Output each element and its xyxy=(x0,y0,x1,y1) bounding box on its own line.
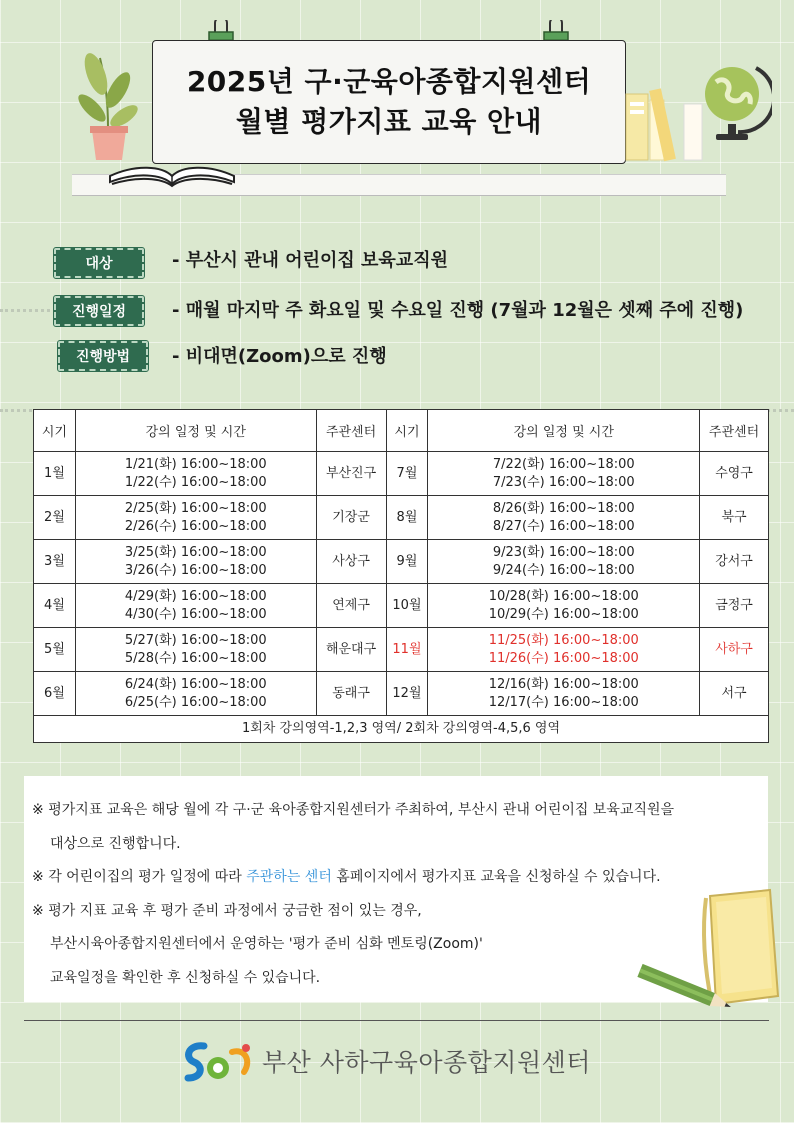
lecture-date: 6/24(화) 16:00~18:00 xyxy=(124,676,267,692)
col-header-center: 주관센터 xyxy=(700,410,769,452)
pencil-icon xyxy=(632,956,740,1024)
table-row xyxy=(34,584,769,628)
lecture-date: 10/29(수) 16:00~18:00 xyxy=(488,606,639,622)
note-highlight: 주관하는 센터 xyxy=(246,869,332,885)
month-cell: 1월 xyxy=(34,452,76,496)
lecture-date: 5/28(수) 16:00~18:00 xyxy=(124,650,267,666)
lecture-date: 3/25(화) 16:00~18:00 xyxy=(124,544,267,560)
lecture-cell xyxy=(428,452,700,496)
lecture-date: 8/27(수) 16:00~18:00 xyxy=(492,518,635,534)
month-cell: 4월 xyxy=(34,584,76,628)
center-cell: 사상구 xyxy=(316,540,386,584)
table-row xyxy=(34,496,769,540)
lecture-date: 6/25(수) 16:00~18:00 xyxy=(124,694,267,710)
note-text: 대상으로 진행합니다. xyxy=(50,835,181,852)
tag-schedule: 진행일정 xyxy=(54,296,144,326)
books-icon xyxy=(624,86,706,162)
month-cell: 8월 xyxy=(386,496,428,540)
lecture-cell xyxy=(428,672,700,716)
table-footnote: 1회차 강의영역-1,2,3 영역/ 2회차 강의영역-4,5,6 영역 xyxy=(34,716,769,743)
note-text: 부산시육아종합지원센터에서 운영하는 '평가 준비 심화 멘토링(Zoom)' xyxy=(50,936,483,952)
globe-icon xyxy=(698,60,772,144)
lecture-date: 2/26(수) 16:00~18:00 xyxy=(124,518,267,534)
title-card xyxy=(152,40,626,164)
lecture-date: 7/22(화) 16:00~18:00 xyxy=(492,456,635,472)
table-row xyxy=(34,452,769,496)
center-cell: 기장군 xyxy=(316,496,386,540)
col-header-lecture: 강의 일정 및 시간 xyxy=(75,410,316,452)
col-header-lecture: 강의 일정 및 시간 xyxy=(428,410,700,452)
note-bullet: ※ xyxy=(32,802,44,818)
month-cell: 12월 xyxy=(386,672,428,716)
page-title-line2: 월별 평가지표 교육 안내 xyxy=(235,105,543,138)
center-cell: 금정구 xyxy=(700,584,769,628)
lecture-date: 3/26(수) 16:00~18:00 xyxy=(124,562,267,578)
note-item xyxy=(32,895,758,929)
lecture-date: 4/29(화) 16:00~18:00 xyxy=(124,588,267,604)
center-cell-highlight: 사하구 xyxy=(700,628,769,672)
lecture-date: 11/25(화) 16:00~18:00 xyxy=(488,632,639,648)
center-cell: 동래구 xyxy=(316,672,386,716)
open-book-icon xyxy=(106,156,238,188)
lecture-date: 9/24(수) 16:00~18:00 xyxy=(492,562,635,578)
note-bullet: ※ xyxy=(32,902,44,919)
lecture-cell xyxy=(428,540,700,584)
target-text: - 부산시 관내 어린이집 보육교직원 xyxy=(172,250,448,271)
lecture-cell xyxy=(75,672,316,716)
lecture-cell xyxy=(75,496,316,540)
schedule-table xyxy=(33,409,769,743)
table-row xyxy=(34,540,769,584)
lecture-date: 8/26(화) 16:00~18:00 xyxy=(492,500,635,516)
footer-divider xyxy=(24,1020,769,1021)
footer-org-name: 부산 사하구육아종합지원센터 xyxy=(262,1048,591,1077)
lecture-date: 5/27(화) 16:00~18:00 xyxy=(124,632,267,648)
page-title-line1: 2025년 구·군육아종합지원센터 xyxy=(186,65,592,98)
lecture-date: 12/16(화) 16:00~18:00 xyxy=(488,676,639,692)
center-cell: 연제구 xyxy=(316,584,386,628)
month-cell: 6월 xyxy=(34,672,76,716)
note-text: 홈페이지에서 평가지표 교육을 신청하실 수 있습니다. xyxy=(331,869,661,885)
potted-plant-icon xyxy=(78,44,140,162)
month-cell: 5월 xyxy=(34,628,76,672)
lecture-date: 10/28(화) 16:00~18:00 xyxy=(488,588,639,604)
note-item xyxy=(32,794,758,828)
organization-logo-icon xyxy=(180,1038,254,1086)
note-text: 각 어린이집의 평가 일정에 따라 xyxy=(48,869,247,885)
lecture-cell xyxy=(75,628,316,672)
col-header-month: 시기 xyxy=(34,410,76,452)
table-footnote-row xyxy=(34,716,769,743)
month-cell: 10월 xyxy=(386,584,428,628)
month-cell: 9월 xyxy=(386,540,428,584)
lecture-date: 9/23(화) 16:00~18:00 xyxy=(492,544,635,560)
lecture-cell xyxy=(75,540,316,584)
center-cell: 북구 xyxy=(700,496,769,540)
divider-dots xyxy=(0,309,56,312)
schedule-text: - 매월 마지막 주 화요일 및 수요일 진행 (7월과 12월은 셋째 주에 진행) xyxy=(172,300,744,321)
note-item xyxy=(32,861,758,895)
lecture-date: 12/17(수) 16:00~18:00 xyxy=(488,694,639,710)
lecture-cell xyxy=(75,452,316,496)
note-bullet: ※ xyxy=(32,869,44,885)
lecture-date: 1/22(수) 16:00~18:00 xyxy=(124,474,267,490)
method-text: - 비대면(Zoom)으로 진행 xyxy=(172,346,387,367)
month-cell: 7월 xyxy=(386,452,428,496)
note-text: 평가 지표 교육 후 평가 준비 과정에서 궁금한 점이 있는 경우, xyxy=(48,902,422,919)
center-cell: 서구 xyxy=(700,672,769,716)
month-cell: 2월 xyxy=(34,496,76,540)
col-header-center: 주관센터 xyxy=(316,410,386,452)
note-text: 평가지표 교육은 해당 월에 각 구·군 육아종합지원센터가 주최하여, 부산시 관내 어린이집 보육교직원을 xyxy=(48,802,675,818)
month-cell: 3월 xyxy=(34,540,76,584)
table-row xyxy=(34,628,769,672)
tag-target: 대상 xyxy=(54,248,144,278)
lecture-date: 4/30(수) 16:00~18:00 xyxy=(124,606,267,622)
table-header-row xyxy=(34,410,769,452)
lecture-cell xyxy=(428,584,700,628)
note-text: 교육일정을 확인한 후 신청하실 수 있습니다. xyxy=(50,969,321,986)
lecture-cell xyxy=(428,496,700,540)
col-header-month: 시기 xyxy=(386,410,428,452)
month-cell-highlight: 11월 xyxy=(386,628,428,672)
lecture-date: 11/26(수) 16:00~18:00 xyxy=(488,650,639,666)
tag-method: 진행방법 xyxy=(58,341,148,371)
center-cell: 해운대구 xyxy=(316,628,386,672)
lecture-date: 2/25(화) 16:00~18:00 xyxy=(124,500,267,516)
lecture-cell-highlight xyxy=(428,628,700,672)
table-row xyxy=(34,672,769,716)
lecture-cell xyxy=(75,584,316,628)
center-cell: 부산진구 xyxy=(316,452,386,496)
lecture-date: 7/23(수) 16:00~18:00 xyxy=(492,474,635,490)
center-cell: 강서구 xyxy=(700,540,769,584)
center-cell: 수영구 xyxy=(700,452,769,496)
lecture-date: 1/21(화) 16:00~18:00 xyxy=(124,456,267,472)
